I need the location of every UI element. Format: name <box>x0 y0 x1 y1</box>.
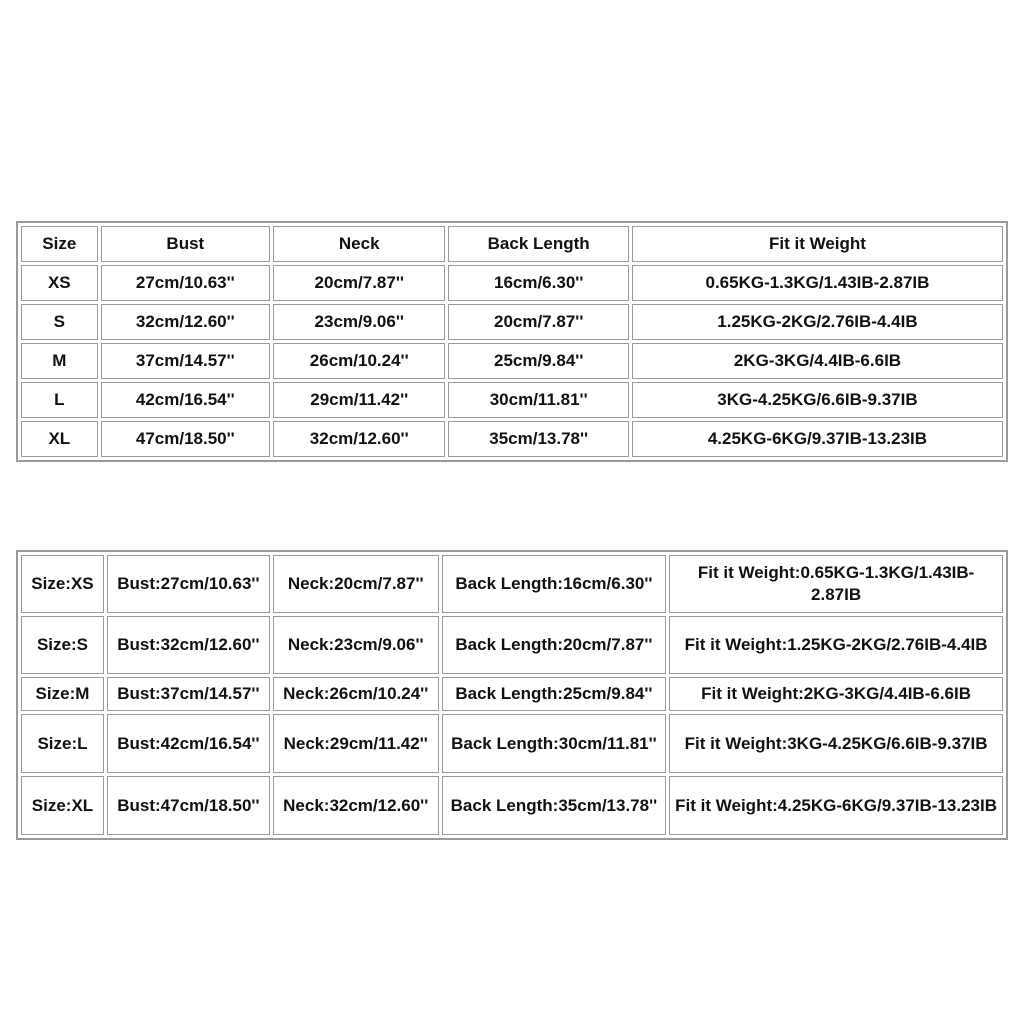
cell-size: Size:M <box>21 677 104 711</box>
header-bust: Bust <box>101 226 270 262</box>
cell-fit-weight: Fit it Weight:4.25KG-6KG/9.37IB-13.23IB <box>669 776 1003 835</box>
size-chart-table <box>16 221 1008 462</box>
cell-bust: 42cm/16.54'' <box>101 382 270 418</box>
cell-neck: Neck:20cm/7.87'' <box>273 555 439 613</box>
cell-back-length: Back Length:25cm/9.84'' <box>442 677 667 711</box>
cell-back-length: Back Length:35cm/13.78'' <box>442 776 667 835</box>
cell-fit-weight: 2KG-3KG/4.4IB-6.6IB <box>632 343 1003 379</box>
cell-neck: 23cm/9.06'' <box>273 304 445 340</box>
cell-back-length: 20cm/7.87'' <box>448 304 628 340</box>
cell-neck: Neck:32cm/12.60'' <box>273 776 439 835</box>
cell-size: Size:S <box>21 616 104 674</box>
cell-bust: 27cm/10.63'' <box>101 265 270 301</box>
cell-back-length: 30cm/11.81'' <box>448 382 628 418</box>
cell-back-length: 16cm/6.30'' <box>448 265 628 301</box>
table-header-row <box>21 226 1003 262</box>
table-row <box>21 714 1003 773</box>
table-row <box>21 677 1003 711</box>
cell-fit-weight: Fit it Weight:1.25KG-2KG/2.76IB-4.4IB <box>669 616 1003 674</box>
cell-fit-weight: Fit it Weight:3KG-4.25KG/6.6IB-9.37IB <box>669 714 1003 773</box>
header-neck: Neck <box>273 226 445 262</box>
table-row <box>21 555 1003 613</box>
cell-bust: 32cm/12.60'' <box>101 304 270 340</box>
cell-fit-weight: 3KG-4.25KG/6.6IB-9.37IB <box>632 382 1003 418</box>
cell-neck: Neck:23cm/9.06'' <box>273 616 439 674</box>
cell-bust: 37cm/14.57'' <box>101 343 270 379</box>
cell-fit-weight: Fit it Weight:0.65KG-1.3KG/1.43IB-2.87IB <box>669 555 1003 613</box>
cell-fit-weight: 4.25KG-6KG/9.37IB-13.23IB <box>632 421 1003 457</box>
cell-bust: Bust:27cm/10.63'' <box>107 555 270 613</box>
cell-size: Size:XL <box>21 776 104 835</box>
cell-size: L <box>21 382 98 418</box>
header-fit-weight: Fit it Weight <box>632 226 1003 262</box>
cell-bust: Bust:47cm/18.50'' <box>107 776 270 835</box>
cell-bust: Bust:37cm/14.57'' <box>107 677 270 711</box>
header-size: Size <box>21 226 98 262</box>
cell-neck: 26cm/10.24'' <box>273 343 445 379</box>
cell-fit-weight: Fit it Weight:2KG-3KG/4.4IB-6.6IB <box>669 677 1003 711</box>
table-row <box>21 265 1003 301</box>
cell-size: S <box>21 304 98 340</box>
table-row <box>21 776 1003 835</box>
cell-fit-weight: 0.65KG-1.3KG/1.43IB-2.87IB <box>632 265 1003 301</box>
cell-bust: Bust:32cm/12.60'' <box>107 616 270 674</box>
cell-back-length: 35cm/13.78'' <box>448 421 628 457</box>
cell-neck: Neck:26cm/10.24'' <box>273 677 439 711</box>
cell-bust: 47cm/18.50'' <box>101 421 270 457</box>
cell-back-length: 25cm/9.84'' <box>448 343 628 379</box>
cell-size: XL <box>21 421 98 457</box>
cell-neck: 29cm/11.42'' <box>273 382 445 418</box>
header-back-length: Back Length <box>448 226 628 262</box>
cell-size: XS <box>21 265 98 301</box>
table-row <box>21 343 1003 379</box>
cell-size: Size:XS <box>21 555 104 613</box>
cell-fit-weight: 1.25KG-2KG/2.76IB-4.4IB <box>632 304 1003 340</box>
cell-size: M <box>21 343 98 379</box>
cell-neck: 32cm/12.60'' <box>273 421 445 457</box>
table-row <box>21 382 1003 418</box>
cell-back-length: Back Length:30cm/11.81'' <box>442 714 667 773</box>
cell-back-length: Back Length:16cm/6.30'' <box>442 555 667 613</box>
cell-back-length: Back Length:20cm/7.87'' <box>442 616 667 674</box>
cell-bust: Bust:42cm/16.54'' <box>107 714 270 773</box>
table-row <box>21 421 1003 457</box>
cell-size: Size:L <box>21 714 104 773</box>
cell-neck: 20cm/7.87'' <box>273 265 445 301</box>
cell-neck: Neck:29cm/11.42'' <box>273 714 439 773</box>
table-row <box>21 304 1003 340</box>
size-detail-table <box>16 550 1008 840</box>
table-row <box>21 616 1003 674</box>
